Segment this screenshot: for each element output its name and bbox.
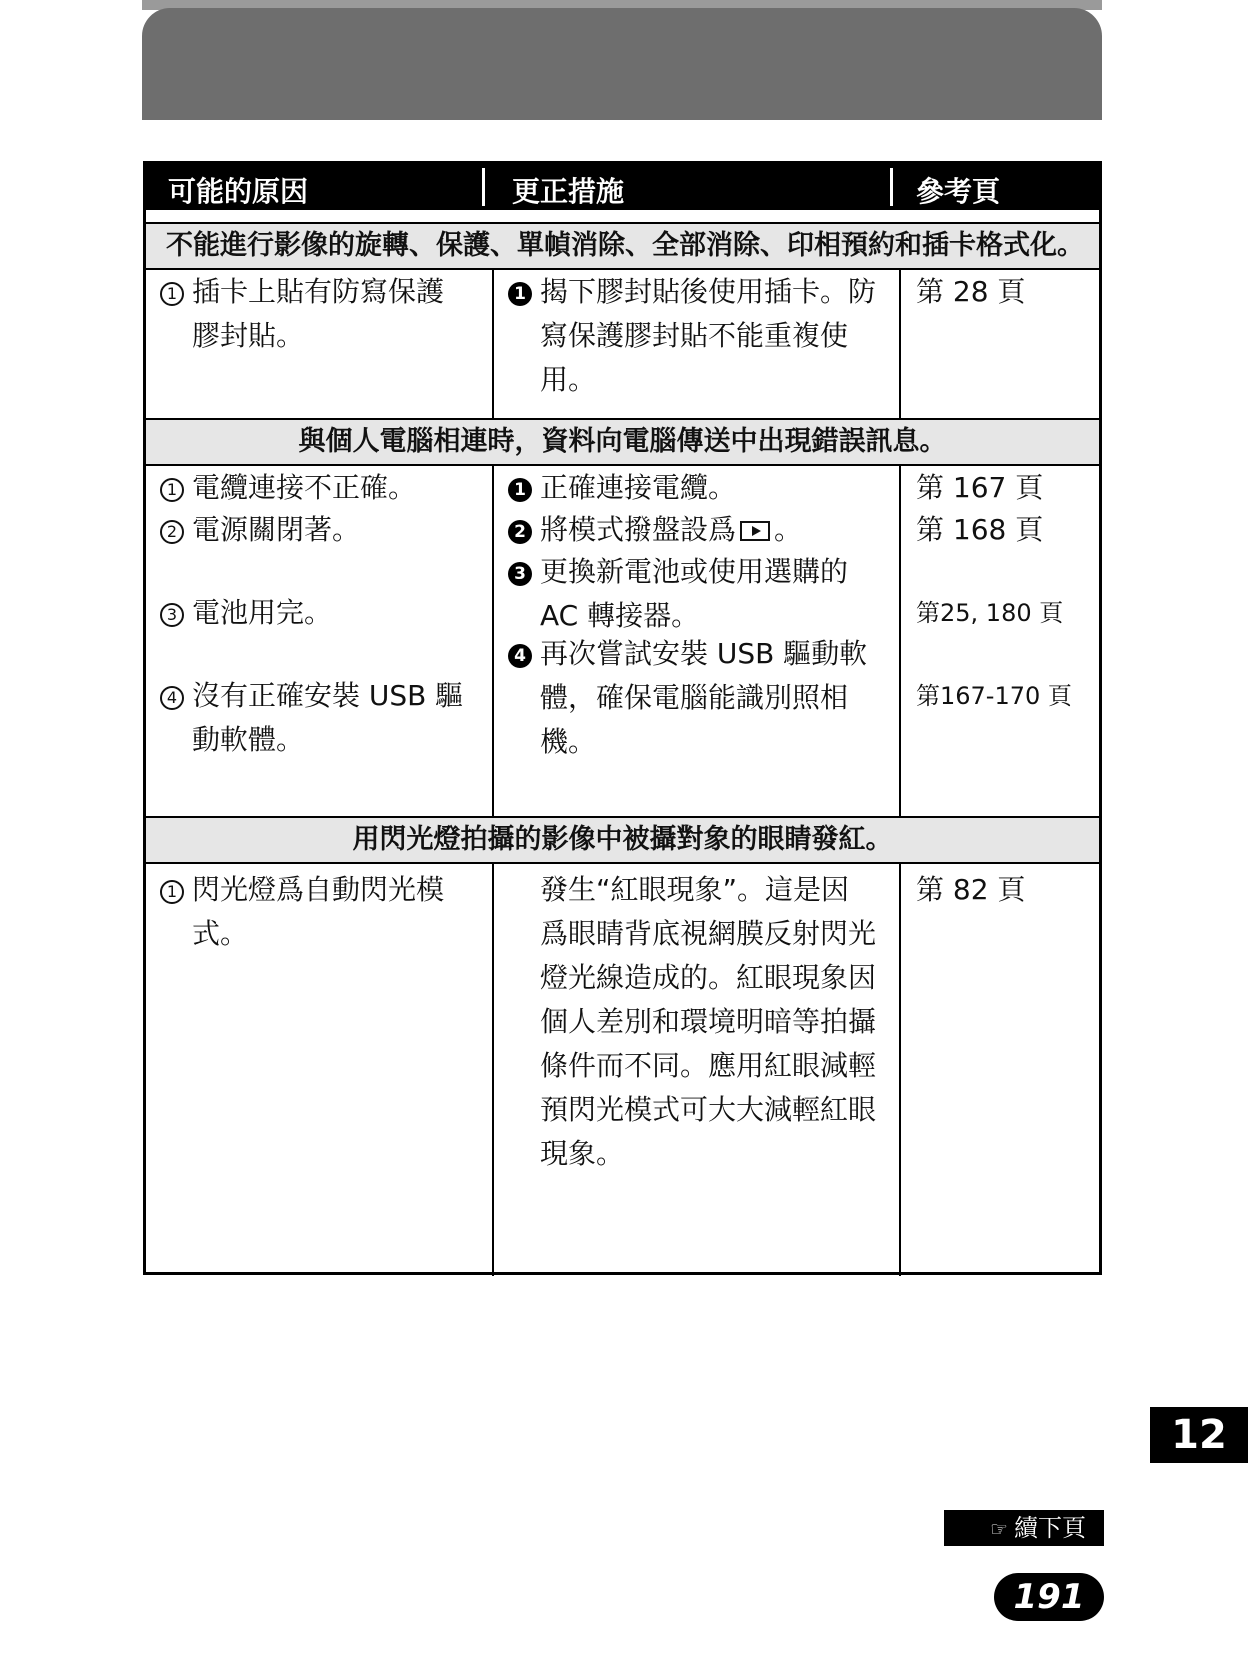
action-text: 更換新電池或使用選購的 [540, 555, 849, 588]
action-line: 爲眼睛背底視網膜反射閃光 [540, 917, 877, 950]
circled-number: 1 [160, 880, 184, 904]
cause-line: 動軟體。 [192, 723, 305, 756]
page-ref: 第 167 頁 [916, 471, 1044, 504]
action-line: 燈光線造成的。紅眼現象因 [540, 961, 877, 994]
cause-item [160, 270, 480, 358]
header-action: 更正措施 [512, 175, 625, 208]
table-header [146, 164, 1099, 210]
action-item [508, 550, 888, 638]
section-title: 不能進行影像的旋轉、保護、單幀消除、全部消除、印相預約和插卡格式化。 [146, 222, 1099, 270]
cause-text: 電源關閉著。 [192, 513, 361, 546]
action-line [508, 632, 888, 676]
column-divider [492, 268, 494, 420]
cause-text: 電池用完。 [192, 596, 333, 629]
action-line: 發生“紅眼現象”。這是因 [540, 873, 850, 906]
section-title: 與個人電腦相連時，資料向電腦傳送中出現錯誤訊息。 [146, 418, 1099, 466]
action-line: AC 轉接器。 [540, 599, 700, 632]
continue-label: 續下頁 [1014, 1514, 1086, 1542]
cause-line [160, 868, 480, 912]
column-divider [899, 862, 901, 1276]
circled-number: 3 [160, 603, 184, 627]
action-line [508, 270, 888, 314]
circled-number: 1 [160, 478, 184, 502]
hand-pointer-icon: ☞ [990, 1517, 1008, 1541]
page-ref: 第 28 頁 [916, 275, 1026, 308]
cause-text: 插卡上貼有防寫保護 [192, 275, 445, 308]
filled-number: 2 [508, 520, 532, 544]
column-divider [899, 464, 901, 818]
playback-icon [740, 521, 770, 541]
page-ref: 第25, 180 頁 [916, 599, 1064, 627]
action-line: 用。 [540, 363, 597, 396]
action-line: 個人差別和環境明暗等拍攝 [540, 1005, 877, 1038]
header-divider [482, 168, 485, 206]
section-title: 用閃光燈拍攝的影像中被攝對象的眼睛發紅。 [146, 816, 1099, 864]
cause-line: 式。 [192, 917, 249, 950]
cause-item [160, 674, 480, 762]
cause-item [160, 591, 480, 635]
page-ref: 第 168 頁 [916, 513, 1044, 546]
action-line [508, 550, 888, 594]
action-line: 體，確保電腦能識別照相 [540, 681, 849, 714]
header-divider [890, 168, 893, 206]
cause-line: 膠封貼。 [192, 319, 305, 352]
header-ref: 參考頁 [916, 175, 1001, 208]
filled-number: 1 [508, 282, 532, 306]
filled-number: 1 [508, 478, 532, 502]
action-line: 現象。 [540, 1137, 625, 1170]
page-ref: 第167-170 頁 [916, 682, 1072, 710]
action-text: 。 [774, 513, 803, 546]
cause-text: 閃光燈爲自動閃光模 [192, 873, 445, 906]
action-text: 正確連接電纜。 [540, 471, 737, 504]
action-line: 預閃光模式可大大減輕紅眼 [540, 1093, 877, 1126]
filled-number: 4 [508, 644, 532, 668]
cause-text: 沒有正確安裝 USB 驅 [192, 679, 464, 712]
circled-number: 4 [160, 686, 184, 710]
cause-item [160, 466, 480, 510]
action-line: 機。 [540, 725, 597, 758]
page-ref: 第 82 頁 [916, 873, 1026, 906]
action-line: 寫保護膠封貼不能重複使 [540, 319, 849, 352]
action-item [540, 868, 896, 1176]
filled-number: 3 [508, 562, 532, 586]
column-divider [899, 268, 901, 420]
cause-item [160, 868, 480, 956]
action-item [508, 632, 888, 764]
action-text: 將模式撥盤設爲 [540, 513, 737, 546]
cause-line [160, 674, 480, 718]
page-number: 191 [994, 1573, 1104, 1621]
cause-text: 電纜連接不正確。 [192, 471, 417, 504]
cause-line [160, 270, 480, 314]
action-text: 揭下膠封貼後使用插卡。防 [540, 275, 877, 308]
column-divider [492, 862, 494, 1276]
circled-number: 1 [160, 282, 184, 306]
circled-number: 2 [160, 520, 184, 544]
action-item [508, 466, 888, 510]
action-item [508, 508, 888, 552]
troubleshooting-table [143, 161, 1102, 1275]
header-cause: 可能的原因 [168, 175, 309, 208]
chapter-tab: 12 [1150, 1407, 1248, 1463]
header-band [142, 8, 1102, 120]
column-divider [492, 464, 494, 818]
action-text: 再次嘗試安裝 USB 驅動軟 [540, 637, 868, 670]
action-line: 條件而不同。應用紅眼減輕 [540, 1049, 877, 1082]
continue-next-page [944, 1510, 1104, 1546]
action-item [508, 270, 888, 402]
cause-item [160, 508, 480, 552]
